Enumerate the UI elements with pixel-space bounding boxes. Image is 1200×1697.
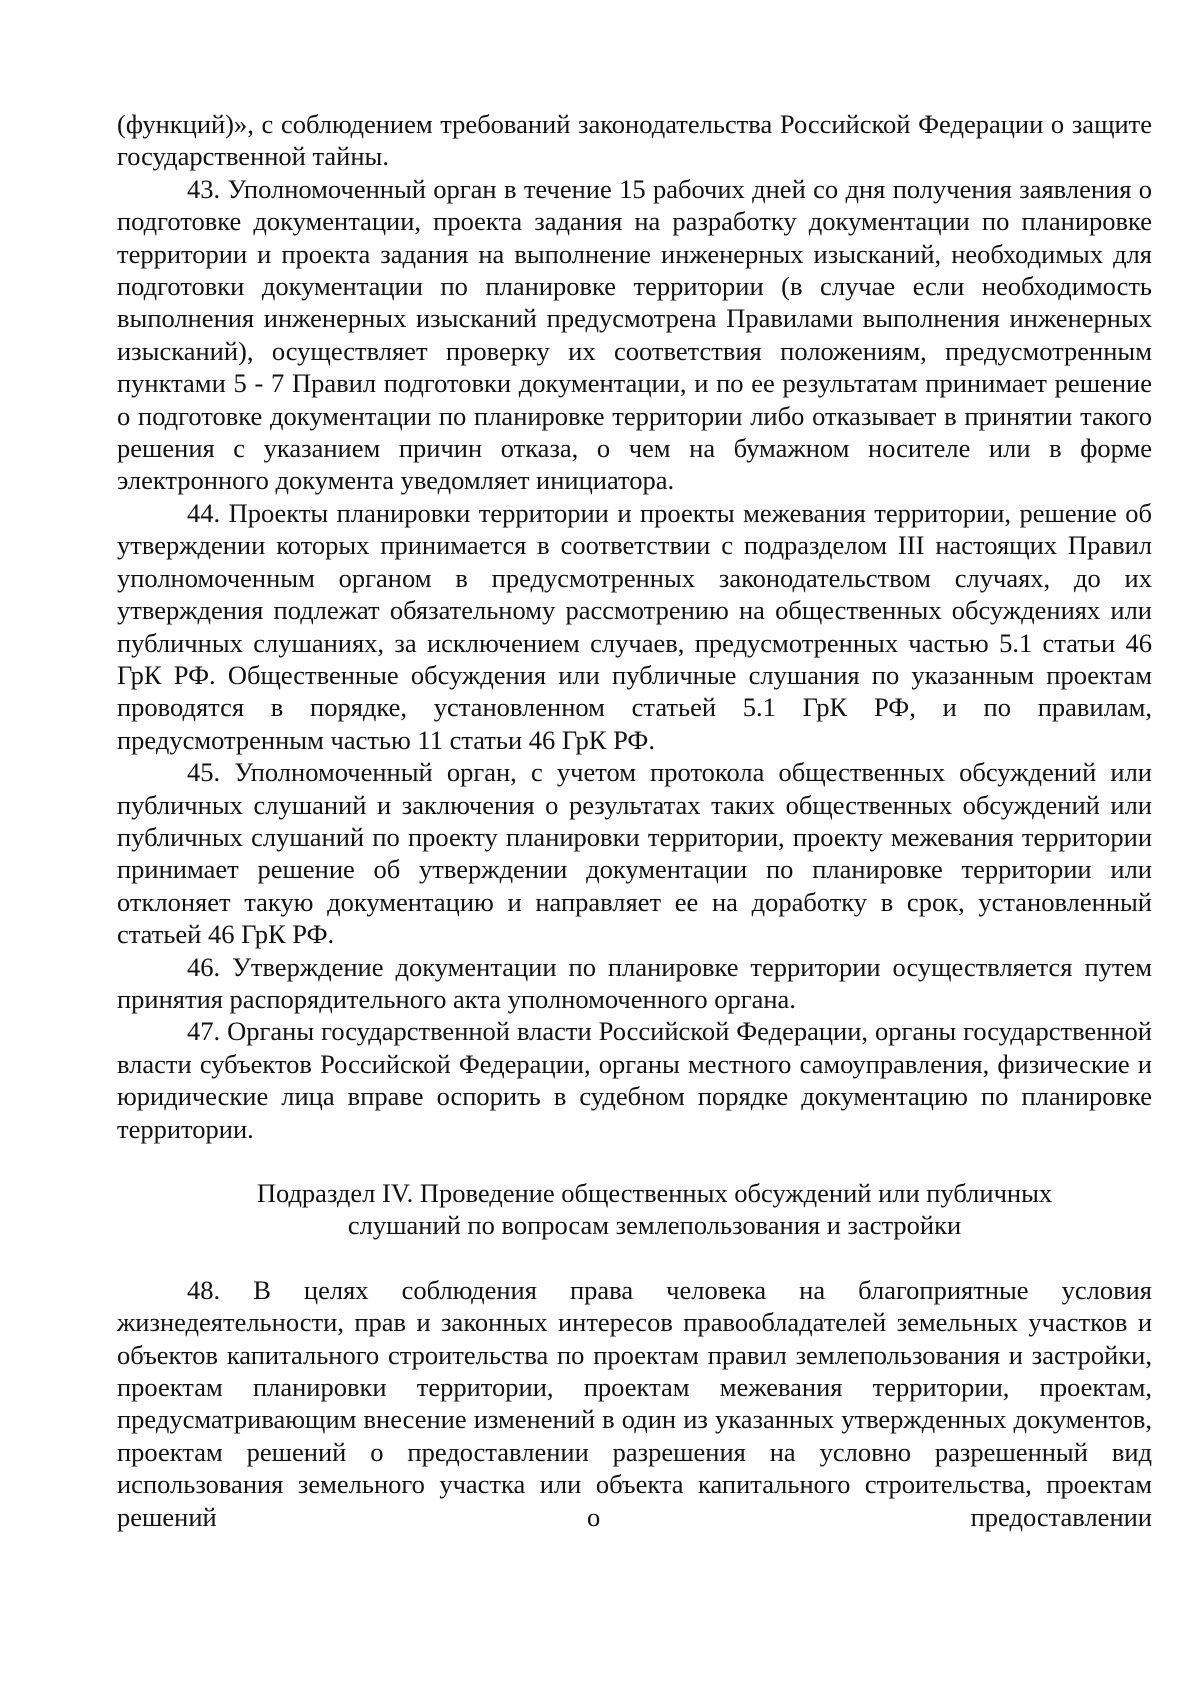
spacer <box>117 1242 1152 1274</box>
section-heading <box>117 1177 1152 1242</box>
paragraph-45: 45. Уполномоченный орган, с учетом протокола общественных обсуждений или публичных слушаний и заключения о результатах таких общественных обсуждений или публичных слушаний по проекту планировки территории, проекту межевания территории принимает решение об утверждении документации по планировке территории или отклоняет такую документацию и направляет ее на доработку в срок, установленный статьей 46 ГрК РФ. <box>117 757 1152 950</box>
paragraph-47: 47. Органы государственной власти Российской Федерации, органы государственной власти субъектов Российской Федерации, органы местного самоуправления, физические и юридические лица вправе оспорить в судебном порядке документацию по планировке территории. <box>117 1016 1152 1144</box>
paragraph-44: 44. Проекты планировки территории и проекты межевания территории, решение об утверждении которых принимается в соответствии с подразделом III настоящих Правил уполномоченным органом в предусмотренных законодательством случаях, до их утверждения подлежат обязательному рассмотрению на общественных обсуждениях или публичных слушаниях, за исключением случаев, предусмотренных частью 5.1 статьи 46 ГрК РФ. Общественные обсуждения или публичные слушания по указанным проектам проводятся в порядке, установленном статьей 5.1 ГрК РФ, и по правилам, предусмотренным частью 11 статьи 46 ГрК РФ. <box>117 497 1152 755</box>
spacer <box>117 1145 1152 1177</box>
section-heading-line-2: слушаний по вопросам землепользования и застройки <box>347 1210 962 1241</box>
document-page <box>117 108 1152 1533</box>
paragraph-continuation: (функций)», с соблюдением требований законодательства Российской Федерации о защите государственной тайны. <box>117 109 1152 172</box>
section-heading-line-1: Подраздел IV. Проведение общественных обсуждений или публичных <box>256 1178 1053 1208</box>
paragraph-46: 46. Утверждение документации по планировке территории осуществляется путем принятия распорядительного акта уполномоченного органа. <box>117 951 1152 1014</box>
paragraph-43: 43. Уполномоченный орган в течение 15 рабочих дней со дня получения заявления о подготовке документации, проекта задания на разработку документации по планировке территории и проекта задания на выполнение инженерных изысканий, необходимых для подготовки документации по планировке территории (в случае если необходимость выполнения инженерных изысканий предусмотрена Правилами выполнения инженерных изысканий), осуществляет проверку их соответствия положениям, предусмотренным пунктами 5 - 7 Правил подготовки документации, и по ее результатам принимает решение о подготовке документации по планировке территории либо отказывает в принятии такого решения с указанием причин отказа, о чем на бумажном носителе или в форме электронного документа уведомляет инициатора. <box>117 173 1152 496</box>
paragraph-48: 48. В целях соблюдения права человека на благоприятные условия жизнедеятельности, прав и законных интересов правообладателей земельных участков и объектов капитального строительства по проектам правил землепользования и застройки, проектам планировки территории, проектам межевания территории, проектам, предусматривающим внесение изменений в один из указанных утвержденных документов, проектам решений о предоставлении разрешения на условно разрешенный вид использования земельного участка или объекта капитального строительства, проектам решений о предоставлении <box>117 1274 1152 1532</box>
